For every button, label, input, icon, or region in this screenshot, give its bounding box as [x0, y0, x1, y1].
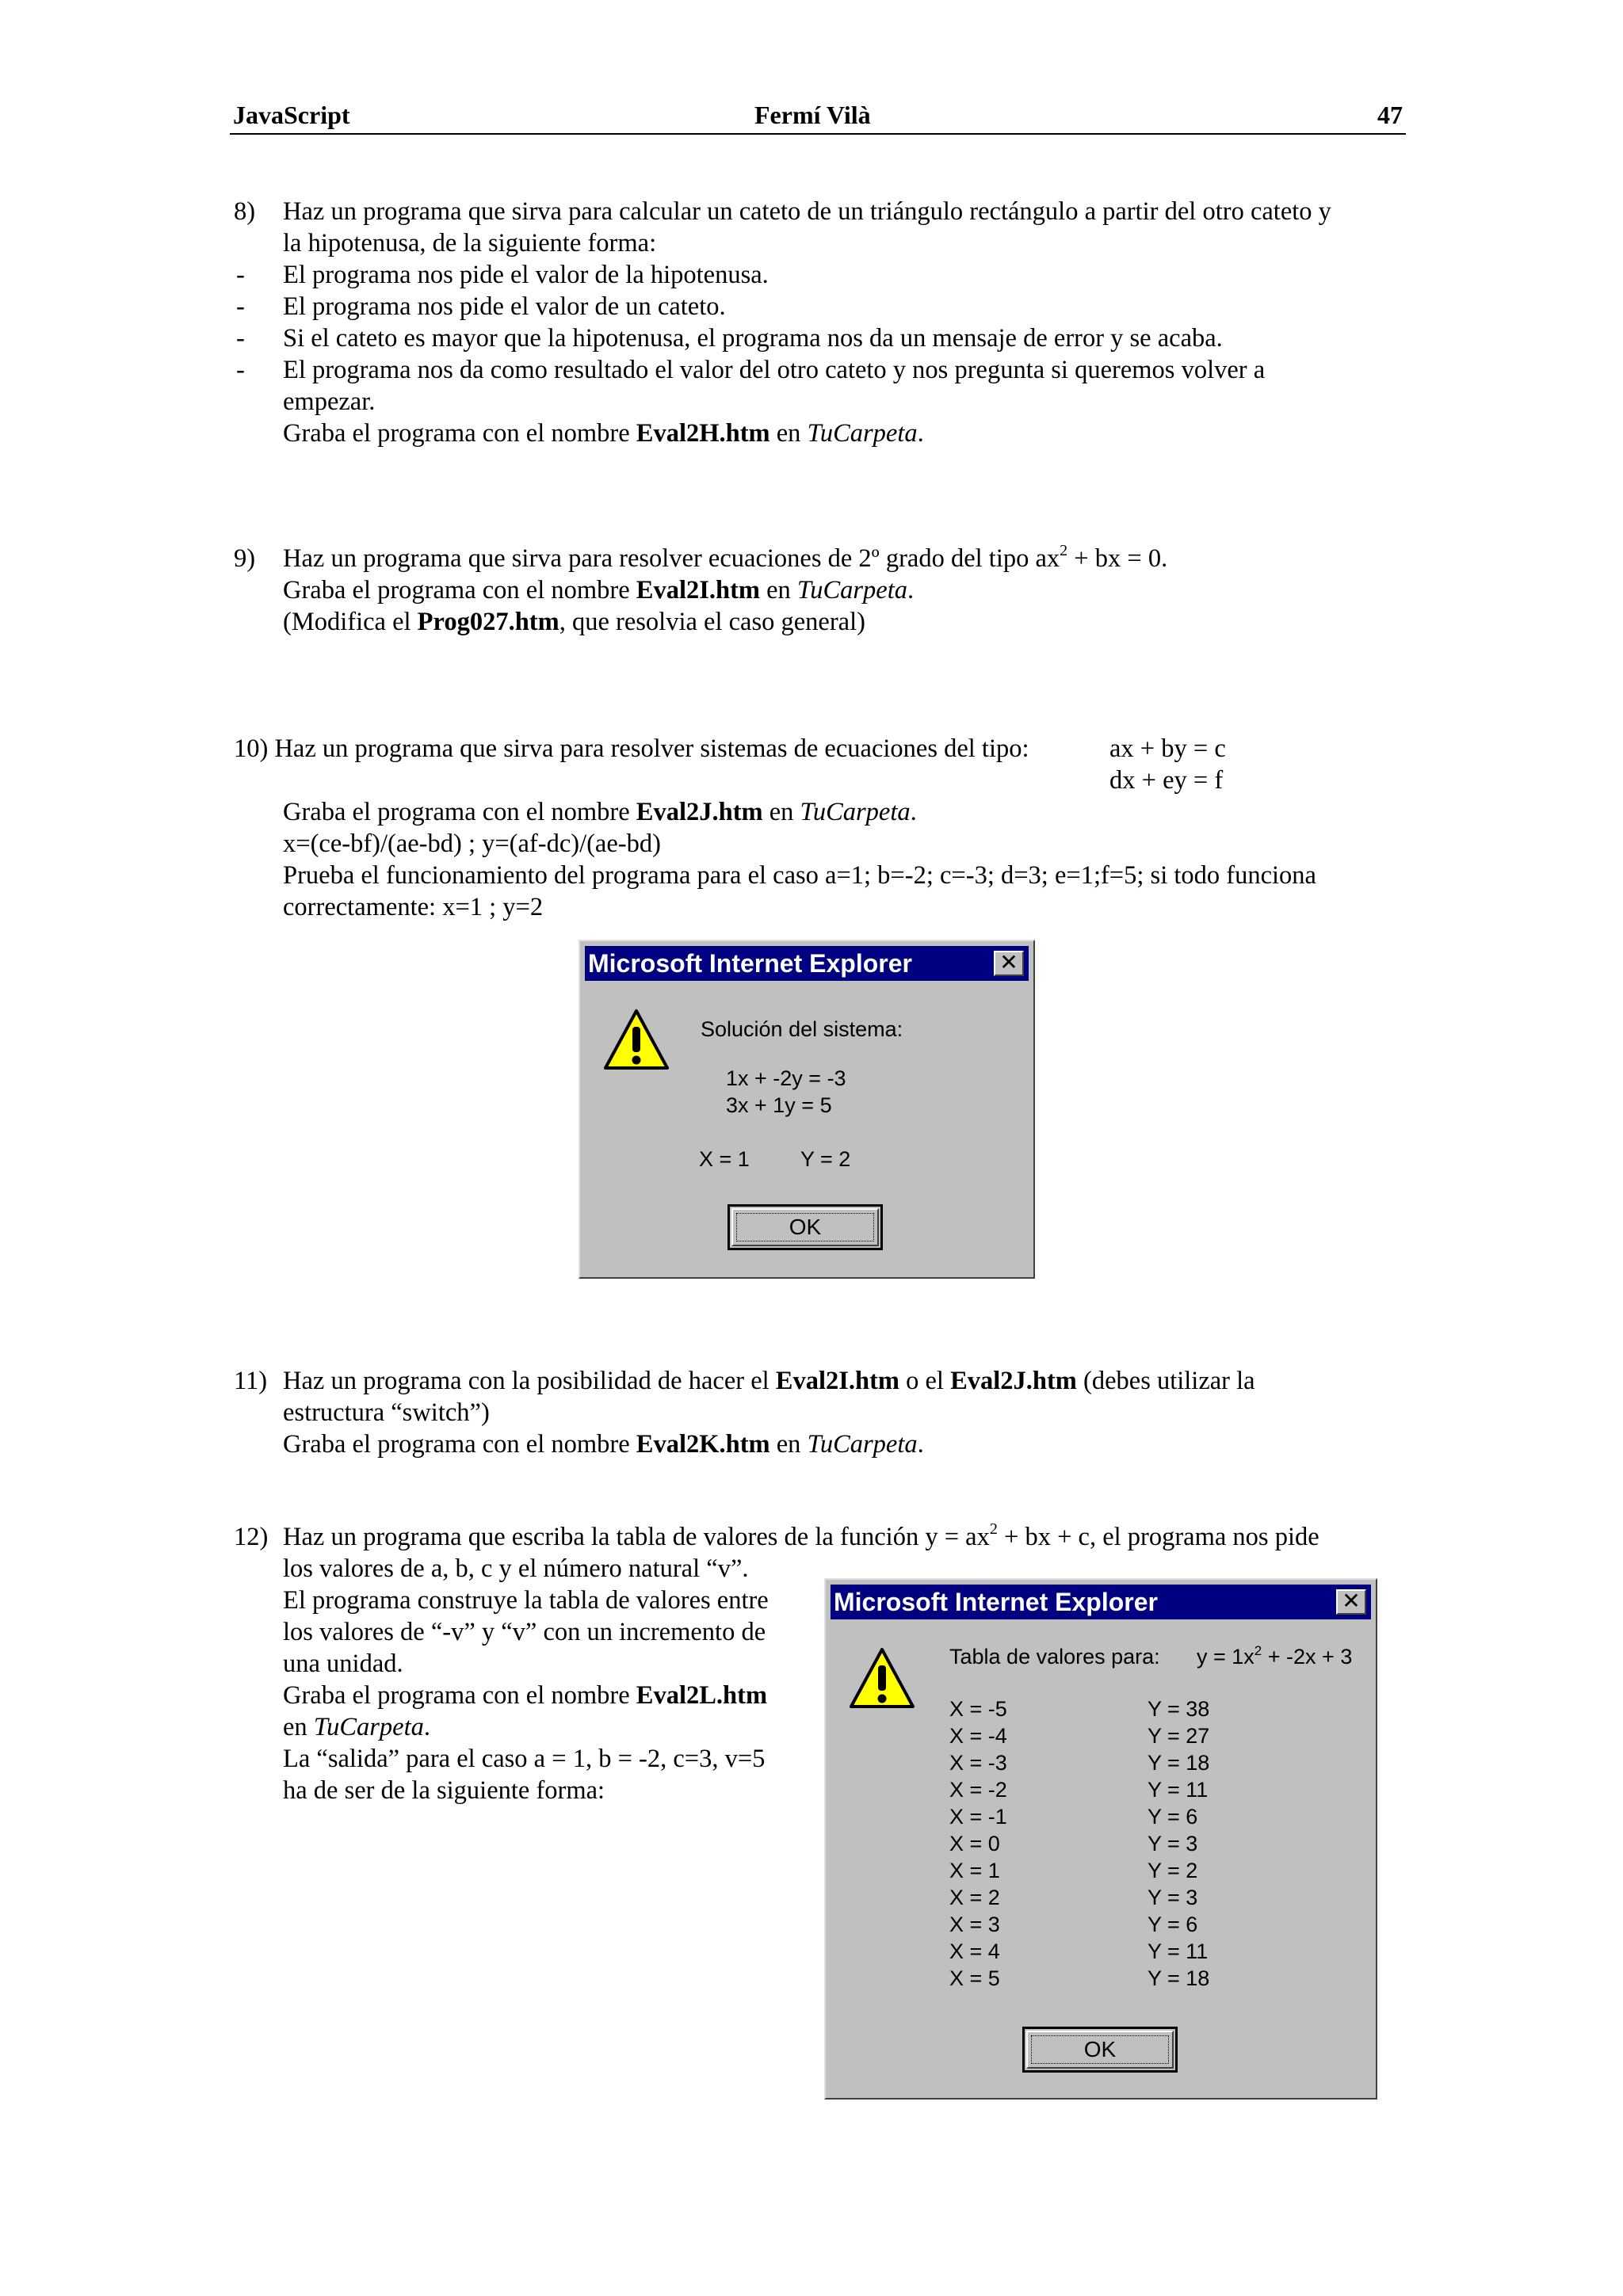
folder-name: TuCarpeta [807, 419, 918, 448]
save-instruction: Graba el programa con el nombre Eval2K.htm en TuCarpeta. [283, 1430, 924, 1459]
table-row-x: X = 3 [949, 1913, 1000, 1936]
header-author: Fermí Vilà [754, 101, 871, 129]
table-row-y: Y = 6 [1148, 1805, 1198, 1829]
close-icon: ✕ [1342, 1588, 1361, 1614]
exercise-line: los valores de a, b, c y el número natural “v”. [283, 1554, 749, 1583]
dialog-result-y: Y = 2 [800, 1147, 851, 1171]
header-title: JavaScript [233, 101, 350, 129]
exercise-number: 8) [234, 197, 256, 226]
folder-name: TuCarpeta [807, 1430, 918, 1459]
exercise-line: ha de ser de la siguiente forma: [283, 1776, 605, 1805]
ok-button[interactable] [1022, 2027, 1178, 2073]
file-name: Eval2K.htm [636, 1430, 770, 1459]
file-name: Eval2H.htm [636, 419, 770, 448]
exercise-line: una unidad. [283, 1650, 403, 1678]
table-row-y: Y = 3 [1148, 1886, 1198, 1909]
table-row-y: Y = 18 [1148, 1966, 1210, 1990]
equation: dx + ey = f [1109, 766, 1224, 795]
exercise-line: la hipotenusa, de la siguiente forma: [283, 229, 657, 257]
bullet-dash: - [236, 292, 245, 321]
save-instruction: Graba el programa con el nombre Eval2L.htm [283, 1681, 768, 1710]
dialog-heading: Solución del sistema: [701, 1017, 903, 1041]
exercise-line: 10) Haz un programa que sirva para resolver sistemas de ecuaciones del tipo: [234, 734, 1029, 763]
bullet-item: El programa nos pide el valor de la hipotenusa. [283, 261, 769, 289]
exercise-line: Haz un programa con la posibilidad de hacer el Eval2I.htm o el Eval2J.htm (debes utilizar la [283, 1367, 1255, 1395]
table-row-y: Y = 18 [1148, 1751, 1210, 1775]
exercise-line: Haz un programa que sirva para calcular un cateto de un triángulo rectángulo a partir del otro cateto y [283, 197, 1331, 226]
exercise-line: Prueba el funcionamiento del programa para el caso a=1; b=-2; c=-3; d=3; e=1;f=5; si todo funciona [283, 861, 1316, 890]
ok-button-label: OK [789, 1215, 822, 1239]
close-button[interactable] [994, 951, 1024, 976]
bullet-dash: - [236, 261, 245, 289]
exercise-line: estructura “switch”) [283, 1398, 490, 1427]
header-rule [230, 133, 1406, 135]
table-row-y: Y = 6 [1148, 1913, 1198, 1936]
file-name: Prog027.htm [417, 608, 559, 636]
table-row-x: X = -3 [949, 1751, 1007, 1775]
exercise-line: El programa construye la tabla de valores entre [283, 1586, 769, 1615]
dialog-function: $y = 1x^2 + -2x + 3$ [1197, 1643, 1353, 1669]
equation: ax + by = c [1109, 734, 1226, 763]
table-row-x: X = 2 [949, 1886, 1000, 1909]
table-row-x: X = -5 [949, 1697, 1007, 1721]
exercise-line: empezar. [283, 387, 376, 416]
bullet-item: El programa nos pide el valor de un cateto. [283, 292, 726, 321]
y-values-column [1148, 1695, 1209, 1992]
file-name: Eval2J.htm [636, 798, 763, 826]
dialog-title-bar [585, 946, 1029, 981]
x-values-column [949, 1695, 1007, 1992]
file-name: Eval2J.htm [950, 1367, 1077, 1395]
alert-dialog-table [824, 1578, 1377, 2100]
file-name: Eval2I.htm [775, 1367, 899, 1395]
table-row-x: X = -2 [949, 1778, 1007, 1802]
save-instruction: Graba el programa con el nombre Eval2I.htm en TuCarpeta. [283, 576, 915, 605]
dialog-heading: Tabla de valores para: [949, 1645, 1160, 1669]
dialog-title: Microsoft Internet Explorer [834, 1588, 1158, 1616]
ok-button-label: OK [1083, 2037, 1117, 2061]
table-row-y: Y = 3 [1148, 1832, 1198, 1855]
file-name: Eval2I.htm [636, 576, 760, 605]
exercise-number: 9) [234, 544, 256, 573]
page-number: 47 [1377, 101, 1403, 129]
dialog-result-x: X = 1 [699, 1147, 750, 1171]
dialog-title: Microsoft Internet Explorer [588, 949, 912, 978]
formula: x=(ce-bf)/(ae-bd) ; y=(af-dc)/(ae-bd) [283, 830, 661, 858]
dialog-equation: 3x + 1y = 5 [726, 1093, 832, 1117]
table-row-x: X = 0 [949, 1832, 1000, 1855]
exercise-line: Haz un programa que escriba la tabla de valores de la función $y = ax^2$ + bx + c, el programa nos pide [283, 1520, 1319, 1551]
table-row-x: X = 4 [949, 1939, 1000, 1963]
save-instruction: en TuCarpeta. [283, 1713, 430, 1741]
bullet-dash: - [236, 324, 245, 353]
save-instruction: Graba el programa con el nombre Eval2H.htm en TuCarpeta. [283, 419, 924, 448]
exercise-number: 11) [234, 1367, 268, 1395]
dialog-equation: 1x + -2y = -3 [726, 1066, 846, 1090]
exercise-line: correctamente: x=1 ; y=2 [283, 893, 544, 921]
ok-button[interactable] [727, 1204, 883, 1250]
table-row-y: Y = 27 [1148, 1724, 1210, 1748]
exercise-line: los valores de “-v” y “v” con un incremento de [283, 1618, 766, 1646]
close-icon: ✕ [999, 949, 1018, 975]
warning-icon [848, 1646, 916, 1711]
save-instruction: Graba el programa con el nombre Eval2J.htm en TuCarpeta. [283, 798, 917, 826]
alert-dialog-system [579, 940, 1035, 1279]
warning-icon [602, 1008, 670, 1073]
table-row-x: X = 5 [949, 1966, 1000, 1990]
exercise-number: 12) [234, 1523, 269, 1551]
bullet-dash: - [236, 356, 245, 384]
exercise-line: La “salida” para el caso a = 1, b = -2, c=3, v=5 [283, 1745, 766, 1773]
folder-name: TuCarpeta [796, 576, 907, 605]
dialog-title-bar [831, 1585, 1371, 1619]
bullet-item: El programa nos da como resultado el valor del otro cateto y nos pregunta si queremos volver a [283, 356, 1266, 384]
folder-name: TuCarpeta [313, 1713, 424, 1741]
exercise-line: Haz un programa que sirva para resolver ecuaciones de 2º grado del tipo $ax^2$ + bx = 0. [283, 542, 1168, 573]
close-button[interactable] [1336, 1589, 1366, 1615]
table-row-x: X = -1 [949, 1805, 1007, 1829]
bullet-item: Si el cateto es mayor que la hipotenusa, el programa nos da un mensaje de error y se acaba. [283, 324, 1223, 353]
modify-note: (Modifica el Prog027.htm, que resolvia el caso general) [283, 608, 865, 636]
table-row-y: Y = 38 [1148, 1697, 1210, 1721]
folder-name: TuCarpeta [800, 798, 911, 826]
table-row-y: Y = 11 [1148, 1939, 1209, 1963]
table-row-y: Y = 11 [1148, 1778, 1209, 1802]
table-row-x: X = 1 [949, 1859, 1000, 1882]
table-row-x: X = -4 [949, 1724, 1007, 1748]
file-name: Eval2L.htm [636, 1681, 768, 1710]
table-row-y: Y = 2 [1148, 1859, 1198, 1882]
